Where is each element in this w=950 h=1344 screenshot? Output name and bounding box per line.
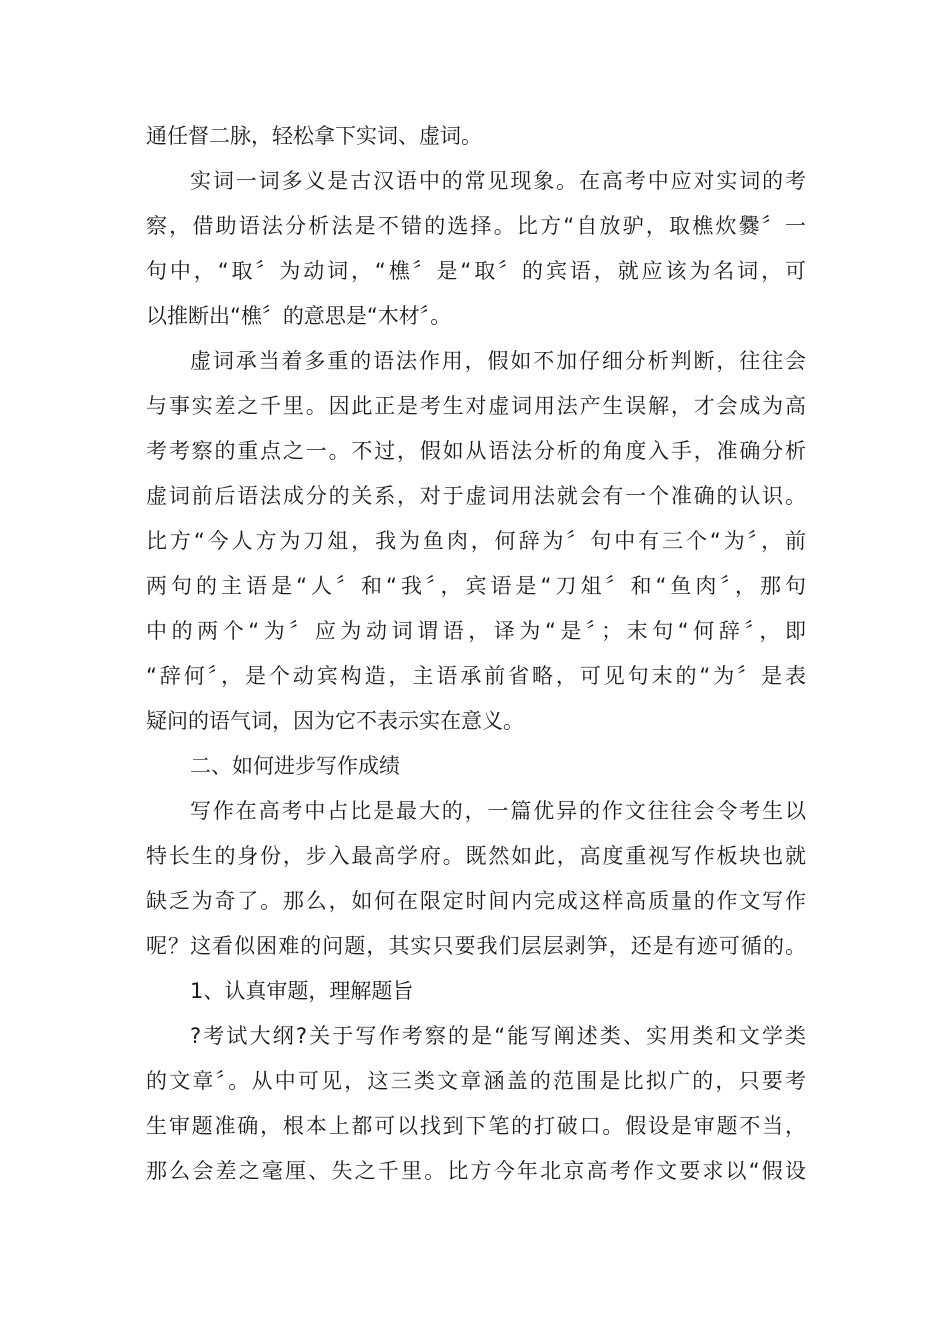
text-line: 通任督二脉，轻松拿下实词、虚词。 xyxy=(146,124,482,148)
text-line: 特长生的身份，步入最高学府。既然如此，高度重视写作板块也就 xyxy=(146,844,806,868)
text-line: 两句的主语是“人〞和“我〞，宾语是“刀俎〞和“鱼肉〞，那句 xyxy=(146,574,806,598)
text-line: 疑问的语气词，因为它不表示实在意义。 xyxy=(146,709,524,733)
text-line: “辞何〞，是个动宾构造，主语承前省略，可见句末的“为〞是表 xyxy=(146,664,806,688)
text-line: 缺乏为奇了。那么，如何在限定时间内完成这样高质量的作文写作 xyxy=(146,889,806,913)
text-line: 虚词前后语法成分的关系，对于虚词用法就会有一个准确的认识。 xyxy=(146,484,806,508)
text-line: 那么会差之毫厘、失之千里。比方今年北京高考作文要求以“假设 xyxy=(146,1159,806,1183)
section-heading: 二、如何进步写作成绩 xyxy=(190,754,400,778)
text-line: 比方“今人方为刀俎，我为鱼肉，何辞为〞句中有三个“为〞，前 xyxy=(146,529,806,553)
text-line: 察，借助语法分析法是不错的选择。比方“自放驴，取樵炊爨〞一 xyxy=(146,214,806,238)
text-line: 呢？这看似困难的问题，其实只要我们层层剥笋，还是有迹可循的。 xyxy=(146,934,806,958)
text-line: ?考试大纲?关于写作考察的是“能写阐述类、实用类和文学类 xyxy=(190,1024,806,1048)
text-line: 以推断出“樵〞的意思是“木材〞。 xyxy=(146,304,452,328)
text-line: 句中，“取〞为动词，“樵〞是“取〞的宾语，就应该为名词，可 xyxy=(146,259,806,283)
text-line: 虚词承当着多重的语法作用，假如不加仔细分析判断，往往会 xyxy=(190,349,806,373)
text-line: 生审题准确，根本上都可以找到下笔的打破口。假设是审题不当， xyxy=(146,1114,806,1138)
text-line: 与事实差之千里。因此正是考生对虚词用法产生误解，才会成为高 xyxy=(146,394,806,418)
text-line: 的文章〞。从中可见，这三类文章涵盖的范围是比拟广的，只要考 xyxy=(146,1069,806,1093)
text-line: 写作在高考中占比是最大的，一篇优异的作文往往会令考生以 xyxy=(190,799,806,823)
text-line: 实词一词多义是古汉语中的常见现象。在高考中应对实词的考 xyxy=(190,169,806,193)
subsection-heading: 1、认真审题，理解题旨 xyxy=(190,979,414,1003)
text-line: 中的两个“为〞应为动词谓语，译为“是〞；末句“何辞〞，即 xyxy=(146,619,806,643)
text-line: 考考察的重点之一。不过，假如从语法分析的角度入手，准确分析 xyxy=(146,439,806,463)
